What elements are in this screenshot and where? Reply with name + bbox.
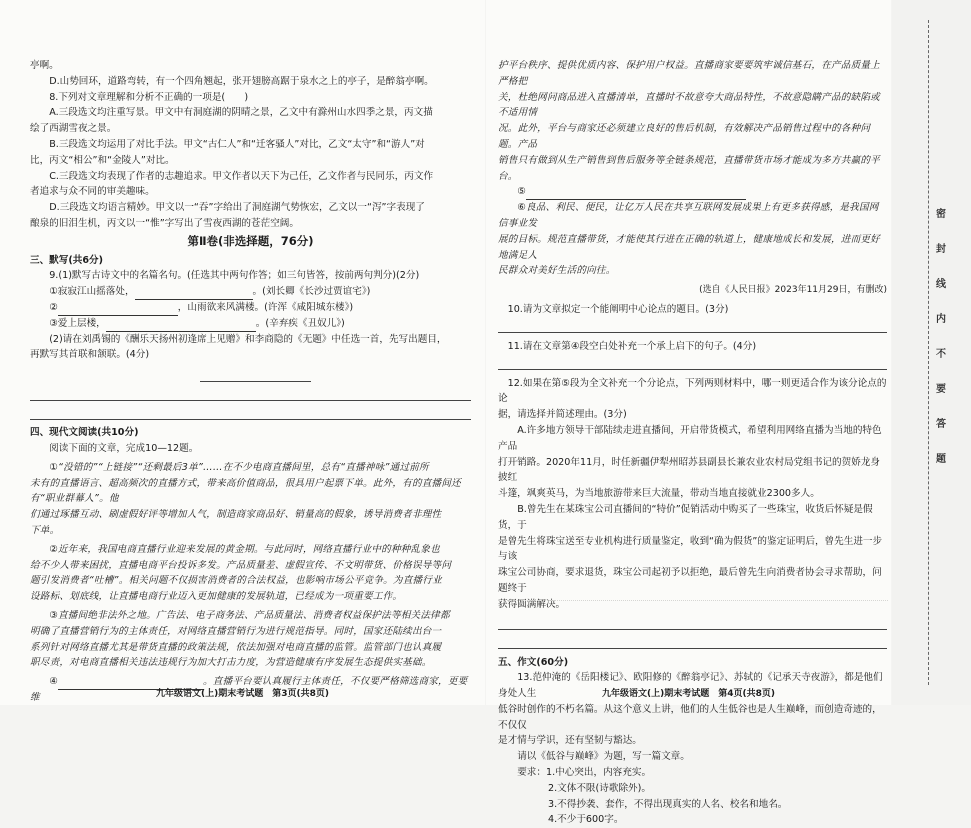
text-line: ③直播间绝非法外之地。广告法、电子商务法、产品质量法、消费者权益保护法等相关法律都 xyxy=(49,609,450,621)
text-line: 获得圆满解决。 xyxy=(498,598,566,610)
q9-part-2-cont: 再默写其首联和颔联。(4分) xyxy=(30,349,150,361)
requirements-title: 要求：1.中心突出，内容充实。 xyxy=(517,767,652,779)
seal-char: 要 xyxy=(936,384,946,395)
seal-char: 线 xyxy=(936,279,946,290)
section-4-intro: 阅读下面的文章，完成10—12题。 xyxy=(49,442,199,454)
seal-char: 封 xyxy=(936,244,946,255)
seal-char: 答 xyxy=(936,419,946,430)
requirement-2: 2.文体不限(诗歌除外)。 xyxy=(548,782,651,794)
q9-item-2 xyxy=(30,300,471,316)
answer-blank[interactable] xyxy=(58,304,178,316)
q9-item-2-prefix: ② xyxy=(49,301,58,313)
q8-option-c-cont: 者追求与众不同的审美趣味。 xyxy=(30,186,155,198)
article-paragraph-2 xyxy=(30,542,471,605)
answer-line[interactable] xyxy=(200,369,311,382)
page-3-content xyxy=(30,58,471,706)
part-2-title: 第Ⅱ卷(非选择题，76分) xyxy=(187,233,314,248)
article-paragraph-1 xyxy=(30,460,471,539)
q9-item-2-suffix: ，山雨欲来风满楼。(许浑《咸阳城东楼》) xyxy=(177,301,354,313)
answer-line[interactable] xyxy=(498,320,887,333)
q8-option-a-cont: 绘了西湖雪夜之景。 xyxy=(30,123,117,135)
question-13 xyxy=(498,670,887,765)
option-d-line: D.山势回环，道路弯转，有一个四角翘起，张开翅膀高踞于泉水之上的亭子，是醉翁亭啊。 xyxy=(49,75,434,87)
text-line: 况。此外，平台与商家还必须建立良好的售后机制，有效解决产品销售过程中的各种问题。产品 xyxy=(498,123,871,150)
seal-char: 题 xyxy=(936,454,946,465)
q9-item-3-prefix: ③爱上层楼， xyxy=(49,317,106,329)
text-line: 13.范仲淹的《岳阳楼记》、欧阳修的《醉翁亭记》、苏轼的《记承天寺夜游》，都是他们身处人生 xyxy=(498,672,883,700)
text-line: 民群众对美好生活的向往。 xyxy=(498,265,616,277)
seal-char: 密 xyxy=(936,209,946,220)
article-paragraph-4-cont xyxy=(498,58,887,184)
article-source: (选自《人民日报》2023年11月29日，有删改) xyxy=(699,285,887,296)
q9-item-3 xyxy=(30,316,471,332)
requirement-3: 3.不得抄袭、套作，不得出现真实的人名、校名和地名。 xyxy=(548,798,788,810)
question-9-intro: 9.(1)默写古诗文中的名篇名句。(任选其中两句作答；如三句皆答，按前两句判分)(2分) xyxy=(49,270,420,282)
paragraph-5-label: ⑤ xyxy=(517,186,526,198)
requirement-4: 4.不少于600字。 xyxy=(548,814,624,826)
text-line: 是才情与学识，还有坚韧与豁达。 xyxy=(498,735,642,747)
page-4-content xyxy=(498,58,887,828)
q8-option-b: B.三段选文均运用了对比手法。甲文“古仁人”和“迁客骚人”对比，乙文“太守”和“游人”对 xyxy=(49,138,425,150)
text-line: 给不少人带来困扰，直播电商平台投诉多发。产品质量差、虚假宣传、不文明带货、价格误导等问 xyxy=(30,559,452,571)
paragraph-4-text: 。直播平台要认真履行主体责任，不仅要严格筛选商家，更要维 xyxy=(30,676,468,703)
text-line: 珠宝公司协商，要求退货，珠宝公司起初予以拒绝，最后曾先生向消费者协会寻求帮助，问题终于 xyxy=(498,567,882,594)
text-line: 系列针对网络直播尤其是带货直播的政策法规，依法加强对电商直播的监管。监管部门也认真履 xyxy=(30,641,442,653)
q9-item-1-prefix: ①寂寂江山摇落处， xyxy=(49,286,135,298)
page-4 xyxy=(486,0,891,826)
article-paragraph-3 xyxy=(30,608,471,671)
page-3-footer: 九年级语文(上)期末考试题 第3页(共8页) xyxy=(156,689,329,699)
article-paragraph-6 xyxy=(498,200,887,279)
text-line: 未有的直播语言、超高频次的直播方式，带来高价值商品，很具用户起票下单。此外，有的直播间还有“职业群幕人”。他 xyxy=(30,477,461,505)
q8-option-d: D.三段选文均语言精妙。甲文以一“吞”字给出了洞庭湖气势恢宏，乙文以一“泻”字表现了 xyxy=(49,202,425,214)
answer-line[interactable] xyxy=(498,357,887,370)
seal-char: 内 xyxy=(936,314,946,325)
text-line: 职尽责，对电商直播相关违法违规行为加大打击力度，为营造健康有序发展生态提供实基础。 xyxy=(30,657,432,669)
text-line: 销售只有做到从生产销售到售后服务等全链条规范，直播带货市场才能成为多方共赢的平台。 xyxy=(498,154,880,182)
text-line: 展的目标。规范直播带货，才能使其行进在正确的轨道上，健康地成长和发展，进而更好地满足人 xyxy=(498,233,880,261)
seal-char: 不 xyxy=(936,349,946,360)
material-a xyxy=(498,423,887,502)
answer-line[interactable] xyxy=(30,388,471,401)
text-line: 是曾先生将珠宝送至专业机构进行质量鉴定，收到“确为假货”的鉴定证明后，曾先生进一步与该 xyxy=(498,535,883,563)
answer-line[interactable] xyxy=(30,407,471,420)
text-line: 们通过琢播互动、刷虚假好评等增加人气，制造商家商品好、销量高的假象，诱导消费者非理性 xyxy=(30,509,442,521)
seal-margin-strip xyxy=(892,0,971,705)
answer-blank[interactable] xyxy=(135,288,253,300)
page-4-footer: 九年级语文(上)期末考试题 第4页(共8页) xyxy=(602,689,775,699)
q9-item-1-suffix: 。(刘长卿《长沙过贾谊宅》) xyxy=(252,286,371,298)
question-11: 11.请在文章第④段空白处补充一个承上启下的句子。(4分) xyxy=(507,340,757,352)
text-line: ②近年来，我国电商直播行业迎来发展的黄金期。与此同时，网络直播行业中的种种乱象也 xyxy=(49,543,440,555)
text-line: 打开销路。2020年11月，时任新疆伊犁州昭苏县副县长兼农业农村局党组书记的贺娇龙身披红 xyxy=(498,456,880,484)
q9-part-2: (2)请在刘禹锡的《酬乐天扬州初逢席上见赠》和李商隐的《无题》中任选一首，先写出题目， xyxy=(49,333,447,345)
text-line: 低谷时创作的不朽名篇。从这个意义上讲，他们的人生低谷也是人生巅峰，而创造奇迹的，不仅仅 xyxy=(498,703,882,731)
answer-blank[interactable] xyxy=(106,320,256,332)
q9-item-3-suffix: 。(辛弃疾《丑奴儿》) xyxy=(255,317,345,329)
text-line: B.曾先生在某珠宝公司直播间的“特价”促销活动中购买了一些珠宝，收货后怀疑是假货，于 xyxy=(498,503,873,531)
answer-blank[interactable] xyxy=(526,188,746,200)
text-line: 题引发消费者“吐槽”。相关问题不仅损害消费者的合法权益，也影响市场公平竞争。为直播行业 xyxy=(30,575,442,587)
text-line: 亭啊。 xyxy=(30,60,59,71)
bleed-through-area xyxy=(498,600,888,641)
section-3-title: 三、默写(共6分) xyxy=(30,254,104,266)
q8-option-a: A.三段选文均注重写景。甲文中有洞庭湖的阴晴之景，乙文中有滁州山水四季之景，丙文描 xyxy=(49,107,433,119)
article-paragraph-5 xyxy=(498,184,887,200)
text-line: 设路标、划底线，让直播电商行业迈入更加健康的发展轨道，已经成为一项重要工作。 xyxy=(30,591,403,603)
question-12: 12.如果在第⑤段为全文补充一个分论点，下列两则材料中，哪一则更适合作为该分论点的论 xyxy=(498,377,887,405)
text-line: 斗篷，飒爽英马，为当地旅游带来巨大流量，带动当地直接就业2300多人。 xyxy=(498,488,820,500)
question-12-cont: 据，请选择并简述理由。(3分) xyxy=(498,409,627,421)
page-3 xyxy=(0,0,485,705)
question-8: 8.下列对文章理解和分析不正确的一项是( ) xyxy=(49,91,249,103)
q8-option-b-cont: 比，丙文“相公”和“金陵人”对比。 xyxy=(30,154,175,166)
text-line: 明确了直播营销行为的主体责任，对网络直播营销行为进行规范指导。同时，国家还陆续出台一 xyxy=(30,625,442,637)
text-line: 关，杜绝网问商品进入直播清单，直播时不故意夸大商品特性，不故意隐瞒产品的缺陷或不适用情 xyxy=(498,91,880,119)
question-10: 10.请为文章拟定一个能阐明中心论点的题目。(3分) xyxy=(507,303,729,315)
text-line: 下单。 xyxy=(30,524,60,536)
text-line: ①“没错的”“上链接”“还剩最后3单”……在不少电商直播间里，总有“直播神咏”通过前所 xyxy=(49,461,429,473)
q9-item-1 xyxy=(30,284,471,300)
section-4-title: 四、现代文阅读(共10分) xyxy=(30,427,139,439)
q8-option-c: C.三段选文均表现了作者的志趣追求。甲文作者以天下为己任，乙文作者与民同乐，丙文作 xyxy=(49,170,434,182)
text-line: 护平台秩序、提供优质内容、保护用户权益。直播商家要要筑牢诚信基石，在产品质量上严格把 xyxy=(498,60,880,87)
section-5-title: 五、作文(60分) xyxy=(498,656,569,668)
material-b xyxy=(498,502,887,613)
text-line: ⑥良品、利民、便民，让亿万人民在共享互联网发展成果上有更多获得感，是我国网信事业发 xyxy=(498,202,879,229)
text-line: A.许多地方领导干部陆续走进直播间，开启带货模式，希望利用网络直播为当地的特色产品 xyxy=(498,424,882,452)
seal-line xyxy=(928,20,929,685)
paragraph-4-label: ④ xyxy=(49,676,58,688)
q8-option-d-cont: 酿泉的旧泪生机，丙文以一“惟”字写出了雪夜西湖的苍茫空阔。 xyxy=(30,217,299,229)
text-line: 请以《低谷与巅峰》为题，写一篇文章。 xyxy=(517,751,690,763)
